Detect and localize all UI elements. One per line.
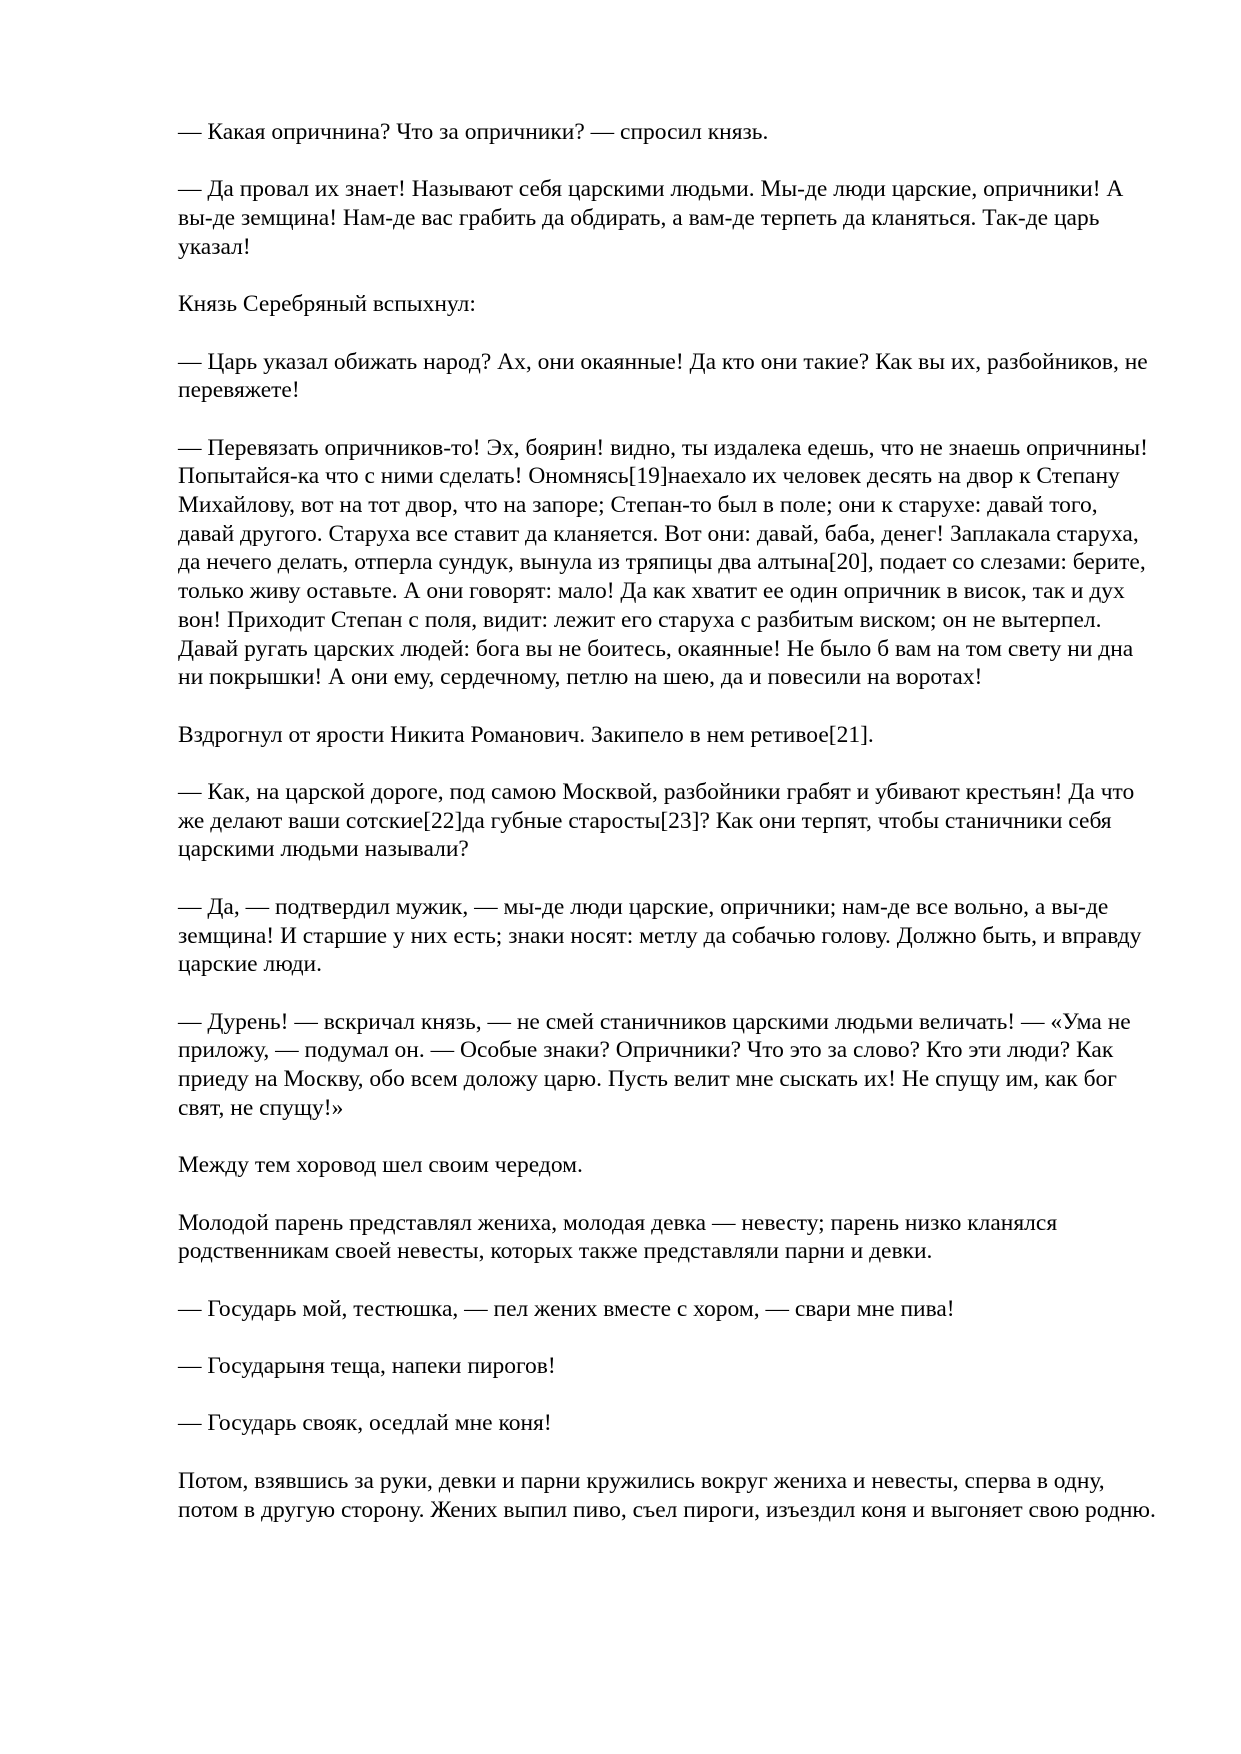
paragraph-14: — Государь свояк, оседлай мне коня!	[178, 1410, 552, 1437]
paragraph-13: — Государыня теща, напеки пирогов!	[178, 1353, 556, 1380]
paragraph-1: — Какая опричнина? Что за опричники? — спросил князь.	[178, 119, 769, 145]
paragraph-6: Вздрогнул от ярости Никита Романович. Закипело в нем ретивое[21].	[178, 721, 874, 748]
paragraph-5: — Перевязать опричников-то! Эх, боярин! видно, ты издалека едешь, что не знаешь опричнины! Попытайся-ка что с ними сделать! Ономнясь[19]наехало их человек десять на двор к Степану Михайлову, вот на тот двор, что на запоре; Степан-то был в поле; они к старухе: давай того, давай другого. Старуха все ставит да кланяется. Вот они: давай, баба, денег! Заплакала старуха, да нечего делать, отперла сундук, вынула из тряпицы два алтына[20], подает со слезами: берите, только живу оставьте. А они говорят: мало! Да как хватит ее один опричник в висок, так и дух вон! Приходит Степан с поля, видит: лежит его старуха с разбитым виском; он не вытерпел. Давай ругать царских людей: бога вы не боитесь, окаянные! Не было б вам на том свету ни дна ни покрышки! А они ему, сердечному, петлю на шею, да и повесили на воротах!	[178, 434, 1148, 691]
paragraph-15: Потом, взявшись за руки, девки и парни кружились вокруг жениха и невесты, сперва в одну, потом в другую сторону. Жених выпил пиво, съел пироги, изъездил коня и выгоняет свою родню.	[178, 1467, 1156, 1523]
paragraph-9: — Дурень! — вскричал князь, — не смей станичников царскими людьми величать! — «Ума не приложу, — подумал он. — Особые знаки? Опричники? Что это за слово? Кто эти люди? Как приеду на Москву, обо всем доложу царю. Пусть велит мне сыскать их! Не спущу им, как бог свят, не спущу!»	[178, 1008, 1131, 1121]
paragraph-8: — Да, — подтвердил мужик, — мы-де люди царские, опричники; нам-де все вольно, а вы-де земщина! И старшие у них есть; знаки носят: метлу да собачью голову. Должно быть, и вправду царские люди.	[178, 893, 1142, 978]
paragraph-2: — Да провал их знает! Называют себя царскими людьми. Мы-де люди царские, опричники! А вы-де земщина! Нам-де вас грабить да обдирать, а вам-де терпеть да кланяться. Так-де царь указал!	[178, 176, 1124, 260]
paragraph-12: — Государь мой, тестюшка, — пел жених вместе с хором, — свари мне пива!	[178, 1295, 955, 1322]
paragraph-7: — Как, на царской дороге, под самою Москвой, разбойники грабят и убивают крестьян! Да что же делают ваши сотские[22]да губные старосты[23]? Как они терпят, чтобы станичники себя царскими людьми называли?	[178, 779, 1135, 863]
paragraph-11: Молодой парень представлял жениха, молодая девка — невесту; парень низко кланялся родственникам своей невесты, которых также представляли парни и девки.	[178, 1209, 1058, 1265]
document-page	[178, 118, 1158, 1553]
paragraph-4: — Царь указал обижать народ? Ах, они окаянные! Да кто они такие? Как вы их, разбойников, не перевяжете!	[178, 348, 1148, 404]
paragraph-10: Между тем хоровод шел своим чередом.	[178, 1152, 583, 1179]
paragraph-3: Князь Серебряный вспыхнул:	[178, 291, 476, 318]
